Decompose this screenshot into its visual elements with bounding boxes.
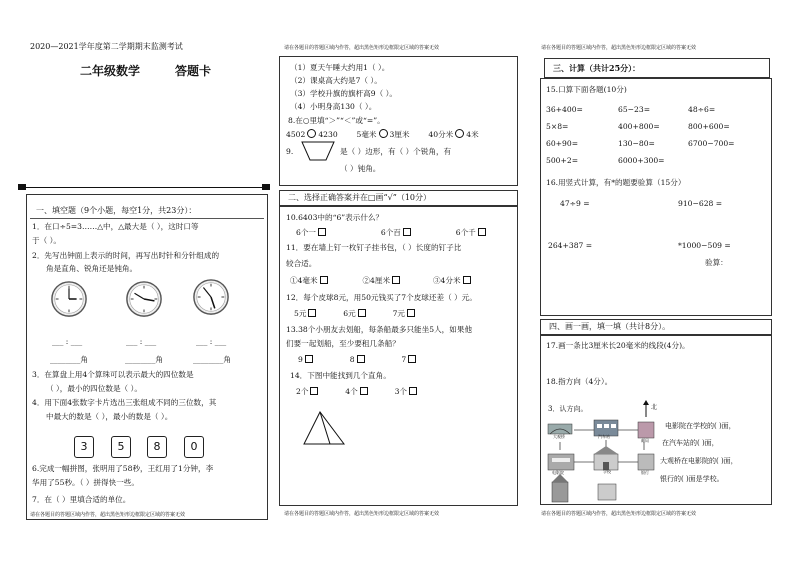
- q14-option-1: 2个: [296, 387, 309, 396]
- q17-line: 17.画一条比3厘米长20毫米的线段(4分)。: [546, 341, 690, 350]
- q8-item-5: 40分米: [428, 130, 454, 139]
- tower-icon: [552, 474, 568, 502]
- q8-line: 8.在○里填“＞”“＜”或“=”。: [288, 116, 385, 125]
- map-q1: 电影院在学校的( )面，: [665, 422, 736, 430]
- map-q4: 银行的( )面是学校。: [660, 475, 724, 483]
- digit-card-4: 0: [184, 436, 204, 458]
- digit-card-3: 8: [147, 436, 167, 458]
- q1-line2: 于（ ）。: [32, 236, 61, 245]
- building-label-2: 汽车站: [598, 434, 610, 439]
- vertical-calc-2: 910−628 =: [678, 199, 723, 208]
- notice-bottom-middle: 请在各题目的答题区域内作答，超出黑色矩形边框限定区域的答案无效: [284, 511, 440, 517]
- compare-circle-1[interactable]: [307, 129, 316, 138]
- divider-marker-left: [18, 184, 26, 190]
- building-label-3: 学校: [603, 469, 611, 474]
- building-label-5: 电影院: [552, 470, 564, 475]
- q9-line2: （ ）钝角。: [340, 164, 381, 173]
- q14-options: [296, 387, 417, 397]
- q9-number: 9.: [286, 147, 294, 156]
- time-blank-2[interactable]: ___ : ___: [126, 337, 157, 346]
- angle-blank-2[interactable]: ________角: [125, 355, 163, 364]
- clock-face-2: [125, 280, 163, 318]
- q12-option-1: 5元: [294, 309, 307, 318]
- q10-line: 10.6403中的“6”表示什么？: [286, 213, 384, 222]
- unit-q3: （3）学校升旗的旗杆高9（ ）。: [290, 89, 397, 98]
- building-label-6: 银行: [641, 470, 649, 475]
- north-label: 北: [651, 404, 658, 411]
- notice-bottom-right: 请在各题目的答题区域内作答，超出黑色矩形边框限定区域的答案无效: [541, 511, 697, 517]
- digit-card-2: 5: [111, 436, 131, 458]
- part4-heading: 四、画一画，填一填（共计8分）。: [540, 319, 772, 335]
- q11-checkbox-2[interactable]: [392, 276, 400, 284]
- map-q3: 大观桥在电影院的( )面，: [660, 457, 738, 465]
- sheet-label: 答题卡: [175, 64, 212, 78]
- calc-row3-b: 130−80=: [618, 139, 655, 148]
- q8-item-4: 3厘米: [389, 130, 410, 139]
- bank-icon: [638, 454, 654, 470]
- post-office-icon: [638, 422, 654, 438]
- check-label: 验算：: [705, 258, 728, 267]
- q14-option-2: 4个: [345, 387, 358, 396]
- calc-row2-c: 800+600=: [688, 122, 730, 131]
- compare-circle-3[interactable]: [455, 129, 464, 138]
- q12-option-2: 6元: [343, 309, 356, 318]
- compare-circle-2[interactable]: [379, 129, 388, 138]
- q2-line2: 角是直角、锐角还是钝角。: [46, 264, 138, 273]
- q14-line: 14．下图中能找到几个直角。: [290, 371, 391, 380]
- unit-q2: （2）课桌高大约是7（ ）。: [290, 76, 382, 85]
- q10-option-1: 6个一: [296, 228, 317, 237]
- q10-options: [296, 228, 486, 238]
- q1-line1: 1．在口÷5=3……△中，△最大是（ ），这时口等: [32, 222, 199, 231]
- q10-checkbox-2[interactable]: [403, 228, 411, 236]
- calc-row2-b: 400+800=: [618, 122, 660, 131]
- q7-line: 7．在（ ）里填合适的单位。: [32, 495, 131, 504]
- q14-checkbox-2[interactable]: [360, 387, 368, 395]
- calc-row3-c: 6700−700=: [688, 139, 735, 148]
- q3-line1: 3．在算盘上用4个算珠可以表示最大的四位数是: [32, 370, 194, 379]
- paper-title: 二年级数学: [80, 64, 141, 78]
- q13-options: [298, 355, 416, 365]
- calc-row4-a: 500+2=: [546, 156, 579, 165]
- bridge-icon: [548, 424, 572, 434]
- trapezoid-figure: [300, 140, 336, 162]
- notice-top-middle: 请在各题目的答题区域内作答，超出黑色矩形边框限定区域的答案无效: [284, 45, 440, 51]
- q2-line1: 2．先写出钟面上表示的时间，再写出时针和分针组成的: [32, 251, 220, 260]
- part1-heading: 一、填空题（9个小题，每空1分，共23分）：: [36, 206, 197, 215]
- exam-title: 2020—2021学年度第二学期期末监测考试: [30, 42, 183, 51]
- q9-line1: 是（ ）边形，有（ ）个锐角，有: [340, 147, 452, 156]
- q16-line: 16.用竖式计算，有*的题要验算（15分）: [546, 178, 686, 187]
- q12-checkbox-3[interactable]: [407, 309, 415, 317]
- building-label-1: 大观桥: [553, 434, 565, 439]
- q14-option-3: 3个: [394, 387, 407, 396]
- vertical-calc-4: *1000−509 =: [678, 241, 731, 250]
- q8-item-3: 5毫米: [356, 130, 377, 139]
- q11-line1: 11．要在墙上钉一枚钉子挂书包，（ ）长度的钉子比: [286, 243, 462, 252]
- cinema-icon: [548, 454, 574, 470]
- q15-line: 15.口算下面各题(10分): [546, 85, 627, 94]
- house-icon: [598, 484, 616, 500]
- angle-blank-1[interactable]: ________角: [50, 355, 88, 364]
- q8-item-1: 4502: [286, 130, 306, 139]
- q10-option-2: 6个百: [380, 228, 401, 237]
- triangle-figure: [300, 410, 346, 446]
- q13-checkbox-2[interactable]: [357, 355, 365, 363]
- q11-options: [290, 276, 471, 286]
- clock-face-3: [192, 278, 230, 316]
- q12-option-3: 7元: [392, 309, 405, 318]
- q11-checkbox-1[interactable]: [320, 276, 328, 284]
- vertical-calc-1: 47÷9 =: [560, 199, 590, 208]
- q13-option-3: 7: [401, 355, 407, 364]
- q8-compare-row: [286, 129, 479, 140]
- q12-checkbox-2[interactable]: [358, 309, 366, 317]
- time-blank-1[interactable]: ___ : ___: [52, 337, 83, 346]
- q11-line2: 较合适。: [286, 259, 317, 268]
- q13-checkbox-1[interactable]: [305, 355, 313, 363]
- q13-checkbox-3[interactable]: [408, 355, 416, 363]
- vertical-calc-3: 264+387 =: [548, 241, 593, 250]
- q3-line2: （ ），最小的四位数是（ ）。: [46, 384, 142, 393]
- q18-line: 18.指方向（4分）。: [546, 377, 613, 386]
- part1-heading-rule: [30, 218, 264, 219]
- q8-item-2: 4230: [318, 130, 338, 139]
- calc-row2-a: 5×8=: [546, 122, 569, 131]
- map-q2: 在汽车站的( )面，: [662, 439, 719, 447]
- clock-face-1: [50, 280, 88, 318]
- q4-line2: 中最大的数是（ ），最小的数是（ ）。: [46, 412, 173, 421]
- map-title: 3．认方向。: [548, 405, 588, 413]
- divider-marker-right: [262, 184, 270, 190]
- q10-option-3: 6个千: [455, 228, 476, 237]
- q14-checkbox-1[interactable]: [310, 387, 318, 395]
- q4-line1: 4．用下面4张数字卡片选出三张组成不同的三位数，其: [32, 398, 217, 407]
- header-divider: [20, 187, 270, 188]
- q12-line: 12．每个皮球8元，用50元钱买了7个皮球还差（ ）元。: [286, 293, 477, 302]
- q13-line2: 们要一起划船，至少要租几条船？: [286, 339, 400, 348]
- q13-option-2: 8: [349, 355, 355, 364]
- q11-option-1: ①4毫米: [290, 276, 318, 285]
- calc-row1-a: 36+400=: [546, 105, 583, 114]
- q12-options: [294, 309, 415, 319]
- part3-heading: 三、计算（共计25分）：: [544, 58, 770, 78]
- q8-item-6: 4米: [466, 130, 479, 139]
- q6-line2: 华用了55秒。（ ）拼得快一些。: [32, 478, 139, 487]
- q6-line1: 6.完成一幅拼图，张明用了58秒，王红用了1分钟，李: [32, 464, 214, 473]
- time-blank-3[interactable]: ___ : ___: [196, 337, 227, 346]
- q10-checkbox-1[interactable]: [318, 228, 326, 236]
- calc-row1-b: 65−23=: [618, 105, 651, 114]
- calc-row3-a: 60+90=: [546, 139, 579, 148]
- school-icon: [594, 446, 618, 470]
- q13-line1: 13.38个小朋友去划船，每条船最多只能坐5人，如果他: [286, 325, 473, 334]
- q14-checkbox-3[interactable]: [409, 387, 417, 395]
- q12-checkbox-1[interactable]: [308, 309, 316, 317]
- angle-blank-3[interactable]: ________角: [193, 355, 231, 364]
- calc-row1-c: 48÷6=: [688, 105, 716, 114]
- q11-option-2: ②4厘米: [362, 276, 391, 285]
- calc-row4-b: 6000+300=: [618, 156, 665, 165]
- building-label-4: 邮局: [641, 438, 649, 443]
- direction-map: [546, 418, 656, 504]
- notice-bottom-left: 请在各题目的答题区域内作答，超出黑色矩形边框限定区域的答案无效: [30, 512, 186, 518]
- notice-top-right: 请在各题目的答题区域内作答，超出黑色矩形边框限定区域的答案无效: [541, 45, 697, 51]
- q10-checkbox-3[interactable]: [478, 228, 486, 236]
- unit-q1: （1）夏天午睡大约用1（ ）。: [290, 63, 390, 72]
- q11-checkbox-3[interactable]: [463, 276, 471, 284]
- unit-q4: （4）小明身高130（ ）。: [290, 102, 377, 111]
- q11-option-3: ③4分米: [432, 276, 461, 285]
- q13-option-1: 9: [298, 355, 303, 364]
- part2-heading: 二、选择正确答案并在□画“√”（10分）: [279, 190, 518, 206]
- digit-card-1: 3: [74, 436, 94, 458]
